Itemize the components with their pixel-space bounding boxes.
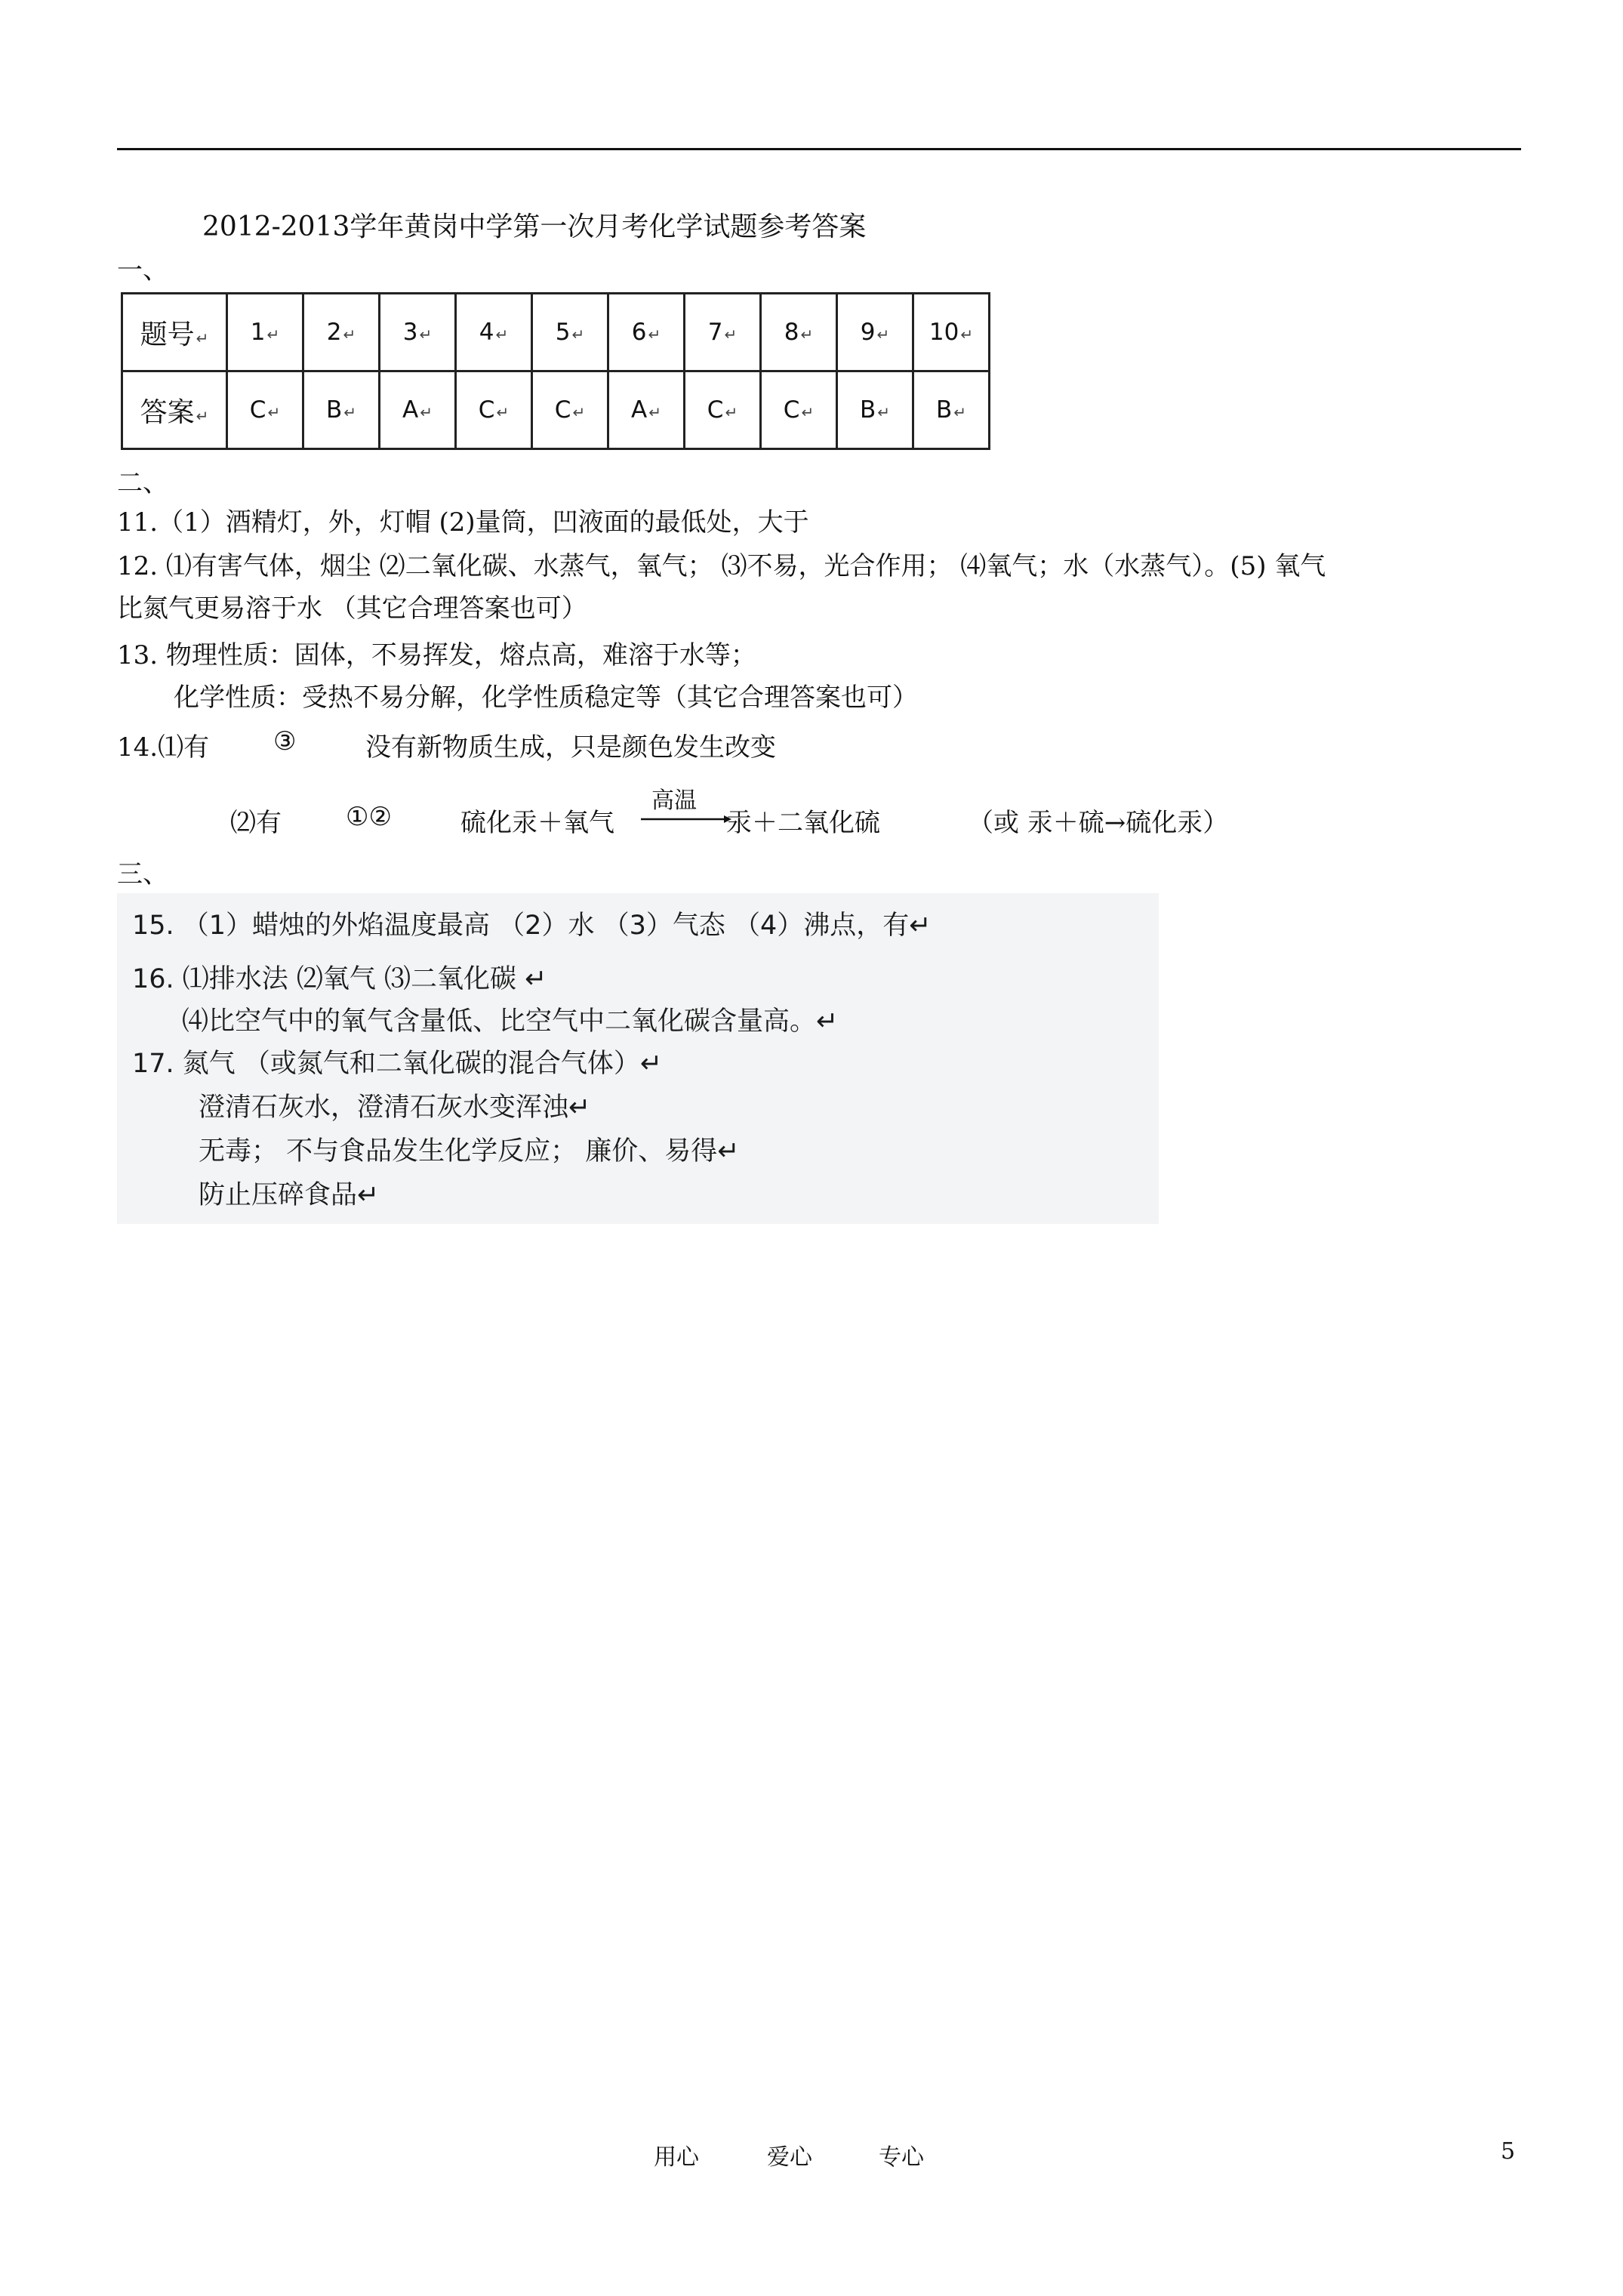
table-cell: C ↵ [456,371,532,449]
answer-q14-1-label: 14.⑴有 [117,732,210,763]
equation-reactants: 硫化汞＋氧气 [460,808,614,838]
table-cell: 5 ↵ [532,294,608,371]
answer-q16-line2: ⑷比空气中的氧气含量低、比空气中二氧化碳含量高。↵ [182,1006,839,1037]
header-rule [117,148,1521,150]
table-cell: B ↵ [837,371,913,449]
answer-q14-1-choice: ③ [273,726,297,757]
answer-q17-line1: 17. 氮气 （或氮气和二氧化碳的混合气体）↵ [132,1049,663,1079]
section-2-heading: 二、 [117,468,168,498]
answer-q15: 15. （1）蜡烛的外焰温度最高 （2）水 （3）气态 （4）沸点，有↵ [132,911,932,941]
answer-q13-line1: 13. 物理性质：固体，不易挥发，熔点高，难溶于水等； [117,640,756,670]
table-cell: B ↵ [303,371,380,449]
table-cell: C ↵ [761,371,837,449]
table-row-answers [122,371,990,449]
table-cell: 8 ↵ [761,294,837,371]
page-number: 5 [1501,2138,1516,2165]
answer-q14-1-reason: 没有新物质生成，只是颜色发生改变 [365,732,776,763]
answer-table [121,292,990,450]
reaction-condition: 高温 [651,787,697,814]
section-3-answer-block [117,893,1159,1224]
table-cell: 4 ↵ [456,294,532,371]
table-row-numbers [122,294,990,371]
footer-motto-1: 用心 [654,2144,699,2171]
table-cell: 2 ↵ [303,294,380,371]
equation-alternative: （或 汞＋硫→硫化汞） [968,808,1229,838]
answer-q14-2-label: ⑵有 [230,808,282,838]
answer-q12-line2: 比氮气更易溶于水 （其它合理答案也可） [117,593,587,624]
table-cell: C ↵ [685,371,761,449]
equation-products: 汞＋二氧化硫 [726,808,880,838]
table-cell: 9 ↵ [837,294,913,371]
answer-q16-line1: 16. ⑴排水法 ⑵氧气 ⑶二氧化碳 ↵ [132,964,547,994]
answer-q13-line2: 化学性质：受热不易分解，化学性质稳定等（其它合理答案也可） [174,683,918,713]
arrow-icon [638,781,731,834]
table-cell: 1 ↵ [227,294,303,371]
answer-q14-2-choice: ①② [346,802,392,832]
table-cell: A ↵ [380,371,456,449]
table-cell: C ↵ [532,371,608,449]
reaction-arrow [638,781,731,834]
answer-q17-line2: 澄清石灰水，澄清石灰水变浑浊↵ [199,1093,591,1123]
row-header-question-number: 题号 ↵ [122,294,227,371]
page-title: 2012-2013学年黄岗中学第一次月考化学试题参考答案 [202,211,867,242]
table-cell: 6 ↵ [608,294,685,371]
table-cell: 3 ↵ [380,294,456,371]
answer-q11: 11.（1）酒精灯，外，灯帽 (2)量筒，凹液面的最低处，大于 [117,507,809,538]
answer-q17-line4: 防止压碎食品↵ [199,1180,380,1210]
table-cell: 7 ↵ [685,294,761,371]
table-cell: 10 ↵ [913,294,990,371]
answer-q12-line1: 12. ⑴有害气体，烟尘 ⑵二氧化碳、水蒸气，氧气； ⑶不易，光合作用； ⑷氧气；水（水蒸气）。(5) 氧气 [117,551,1326,581]
table-cell: B ↵ [913,371,990,449]
table-cell: A ↵ [608,371,685,449]
answer-q17-line3: 无毒； 不与食品发生化学反应； 廉价、易得↵ [199,1136,740,1166]
footer-motto-2: 爱心 [767,2144,812,2171]
section-1-heading: 一、 [117,255,168,285]
section-3-heading: 三、 [117,859,168,889]
table-cell: C ↵ [227,371,303,449]
row-header-answer: 答案 ↵ [122,371,227,449]
footer-motto-3: 专心 [879,2144,924,2171]
